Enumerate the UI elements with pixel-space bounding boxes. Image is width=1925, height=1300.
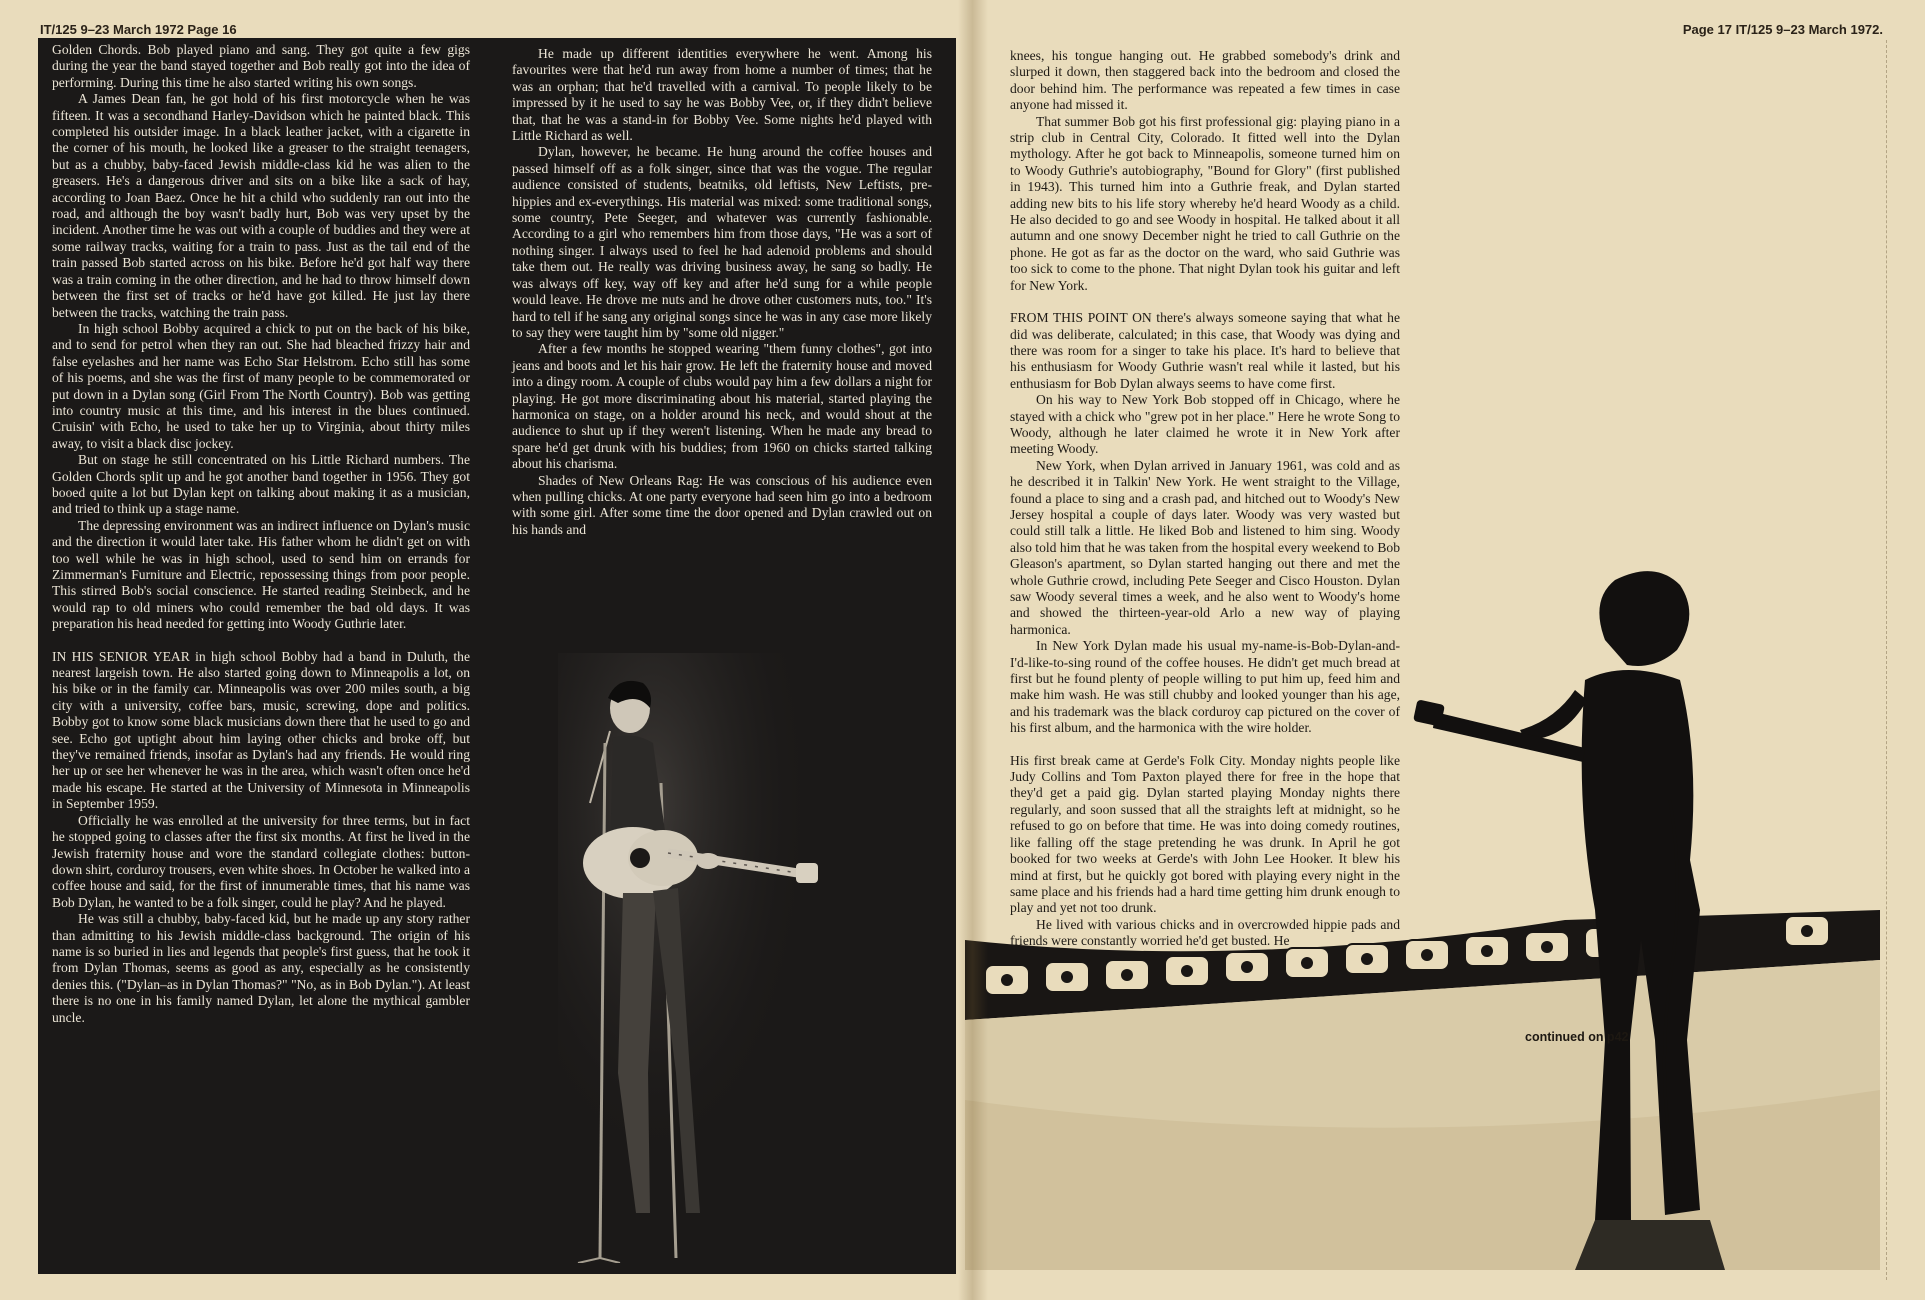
paragraph: In high school Bobby acquired a chick to put on the back of his bike, and to send for petrol when they ran out. She had bleached frizzy hair and false eyelashes and her name was Echo Star Helstrom. Echo still has some of his poems, and she was the first of many people to be commemorated or put down in a Dylan song (Girl From The North Country). Bob was getting into country music at this time, and his interest in the blues continued. Cruisin' with Echo, he used to take her up to Virginia, about thirty miles away, to visit a black disc jockey. [52, 320, 470, 451]
paragraph: But on stage he still concentrated on his Little Richard numbers. The Golden Chords split up and he got another band together in 1956. They got booed quite a lot but Dylan kept on talking about making it as a musician, and tried to think up a stage name. [52, 452, 470, 517]
paragraph: After a few months he stopped wearing "them funny clothes", got into jeans and boots and let his hair grow. He left the fraternity house and moved into a dingy room. A couple of clubs would pay him a few dollars a night for playing. He got more discriminating about his material, started playing the harmonica on stage, on a holder around his neck, and would shout at the audience to shut up if they weren't listening. When he made any bread to spare he'd get drunk with his buddies; from 1960 on chicks started talking about his charisma. [512, 341, 932, 472]
page-header-left: IT/125 9–23 March 1972 Page 16 [40, 22, 237, 37]
paragraph: Shades of New Orleans Rag: He was conscious of his audience even when pulling chicks. At one party everyone had seen him go into a bedroom with some girl. After some time the door opened and Dylan crawled out on his hands and [512, 472, 932, 537]
paragraph: knees, his tongue hanging out. He grabbed somebody's drink and slurped it down, then staggered back into the bedroom and closed the door behind him. The performance was repeated a few times in case anyone had missed it. [1010, 48, 1400, 113]
paragraph: Golden Chords. Bob played piano and sang. They got quite a few gigs during the year the band stayed together and Bob really got into the idea of performing. During this time he also started writing his own songs. [52, 42, 470, 90]
section-paragraph: FROM THIS POINT ON there's always someone saying that what he did was deliberate, calculated; in this case, that Woody was dying and there was room for a singer to take his place. It's hard to believe that his enthusiasm for Woody Guthrie wasn't real while it lasted, but his enthusiasm for Bob Dylan always seems to have come first. [1010, 310, 1400, 391]
paragraph: Officially he was enrolled at the university for three terms, but in fact he stopped going to classes after the first six months. At first he lived in the Jewish fraternity house and wore the standard collegiate clothes: button-down shirt, corduroy trousers, even white shoes. In October he walked into a coffee house and said, for the first of innumerable times, that his name was Bob Dylan, he wanted to be a folk singer, could he play? And he played. [52, 812, 470, 910]
section-paragraph: His first break came at Gerde's Folk City. Monday nights people like Judy Collins and Tom Paxton played there for free in the hope that they'd get a paid gig. Dylan started playing Monday nights there regularly, and soon sussed that all the straights left at midnight, so he refused to go on before that time. He was into doing comedy routines, like falling off the stage pretending he was drunk. In April he got booked for two weeks at Gerde's with John Lee Hooker. It blew his mind at first, but he quickly got bored with playing every night in the same place and his friends had a hard time getting him drunk enough to play and yet not too drunk. [1010, 752, 1400, 916]
paragraph: A James Dean fan, he got hold of his first motorcycle when he was fifteen. It was a secondhand Harley-Davidson which he painted black. This completed his outsider image. In a black leather jacket, with a cigarette in the corner of his mouth, he looked like a greaser to the straight teenagers, but as a chubby, baby-faced Jewish middle-class kid he was alien to the greasers. He's a dangerous driver and sits on a bike like a sack of hay, according to Joan Baez. Once he hit a child who suddenly ran out into the road, and although the boy wasn't badly hurt, Bob was very upset by the incident. Another time he was out with a couple of buddies and they were at some railway tracks, waiting for a train to pass. Just as the tail end of the train passed Bob started across on his bike. Before he'd got half way there was a train coming in the other direction, and he had to throw himself down between the first set of tracks or he'd have got killed. He just lay there between the tracks, watching the train pass. [52, 91, 470, 320]
page-header-right: Page 17 IT/125 9–23 March 1972. [1682, 22, 1883, 37]
paragraph: In New York Dylan made his usual my-name-is-Bob-Dylan-and-I'd-like-to-sing round of the coffee houses. He didn't get much bread at first but he found plenty of people willing to put him up, feed him and make him wash. He was still chubby and looked younger than his age, and his trademark was the black corduroy cap pictured on the cover of his first album, and the harmonica with the wire holder. [1010, 638, 1400, 736]
article-column-2 [512, 46, 932, 538]
paragraph: That summer Bob got his first professional gig: playing piano in a strip club in Central City, Colorado. It fitted well into the Dylan mythology. After he got back to Minneapolis, someone turned him on to Woody Guthrie's autobiography, "Bound for Glory" (first published in 1943). This turned him into a Guthrie freak, and Dylan started adding new bits to his life story whereby he'd heard Woody as a child. He also decided to go and see Woody in hospital. He talked about it all autumn and one snowy December night he tried to call Guthrie on the phone. He got as far as the doctor on the ward, who said Guthrie was too sick to come to the phone. That night Dylan took his guitar and left for New York. [1010, 113, 1400, 293]
continued-note: continued on p42 [1525, 1030, 1629, 1044]
paragraph: New York, when Dylan arrived in January 1961, was cold and as he described it in Talkin' New York. He went straight to the Village, found a place to sing and a crash pad, and hitched out to Woody's New Jersey hospital a couple of days later. Woody was very wasted but could still talk a little. He liked Bob and listened to him sing. Woody also told him that he was taken from the hospital every weekend to Bob Gleason's apartment, so Dylan started hanging out there and met the whole Guthrie crowd, including Pete Seeger and Cisco Houston. Dylan saw Woody several times a week, and he also went to Woody's home and showed the thirteen-year-old Arlo a new way of playing harmonica. [1010, 457, 1400, 637]
paragraph: He made up different identities everywhere he went. Among his favourites were that he'd run away from home a number of times; that he was an orphan; that he'd travelled with a carnival. To people likely to be impressed by it he used to say he was Bobby Vee, or, if they didn't believe that, that he was a stand-in for Bobby Vee. Some nights he'd played with Little Richard as well. [512, 46, 932, 144]
article-column-1 [52, 42, 470, 1026]
photo-singer-with-guitar [558, 653, 828, 1263]
paragraph: Dylan, however, he became. He hung around the coffee houses and passed himself off as a folk singer, since that was the vogue. The regular audience consisted of students, beatniks, old leftists, New Leftists, pre-hippies and ex-everythings. His material was mixed: some traditional songs, some country, Pete Seeger, and whatever was currently fashionable. According to a girl who remembers him from those days, "He was a sort of nothing singer. I always used to feel he had adenoid problems and should take them out. He really was driving business away, he sang so badly. He was always off key, way off key and after he'd sung for a while people would leave. He drove me nuts and he drove other customers nuts, too." It's hard to tell if he sang any original songs since he was in any case more likely to say they were taught him by "some old nigger." [512, 144, 932, 340]
paragraph: He was still a chubby, baby-faced kid, but he made up any story rather than admitting to his Jewish middle-class background. The origin of his name is so buried in lies and legends that people's first guess, that he took it from Dylan Thomas, seems as good as any, especially as he consistently denies this. ("Dylan–as in Dylan Thomas?" "No, as in Bob Dylan."). At least there is no one in his family named Dylan, let alone the mythical gambler uncle. [52, 911, 470, 1025]
paragraph: On his way to New York Bob stopped off in Chicago, where he stayed with a chick who "grew pot in her place." Here he wrote Song to Woody, although he later claimed he wrote it in New York after meeting Woody. [1010, 392, 1400, 457]
article-column-3 [1010, 48, 1400, 950]
paragraph: The depressing environment was an indirect influence on Dylan's music and the direction it would later take. His father whom he didn't get on with too well while he was in high school, used to send him on errands for Zimmerman's Furniture and Electric, repossessing things from poor people. This stirred Bob's social conscience. He started reading Steinbeck, and he would rap to old miners who could remember the bad old days. It was preparation his head needed for getting into Woody Guthrie later. [52, 517, 470, 632]
left-page-dark-panel [38, 38, 956, 1274]
section-paragraph: IN HIS SENIOR YEAR in high school Bobby had a band in Duluth, the nearest largeish town. He also started going down to Minneapolis a lot, on his bike or in the family car. Minneapolis was over 200 miles south, a big city with a university, coffee bars, music, screwing, dope and politics. Bobby got to know some black musicians down there that he used to go and see. Echo got uptight about him laying other chicks and broke off, but they've remained friends, insofar as Dylan's had any friends. He would ring her up or see her whenever he was in the area, which wasn't often once he'd made his escape. He started at the University of Minnesota in Minneapolis in September 1959. [52, 648, 470, 812]
paragraph: He lived with various chicks and in overcrowded hippie pads and friends were constantly worried he'd get busted. He [1010, 916, 1400, 949]
center-gutter [958, 0, 988, 1300]
page-edge-perforation [1886, 40, 1887, 1280]
